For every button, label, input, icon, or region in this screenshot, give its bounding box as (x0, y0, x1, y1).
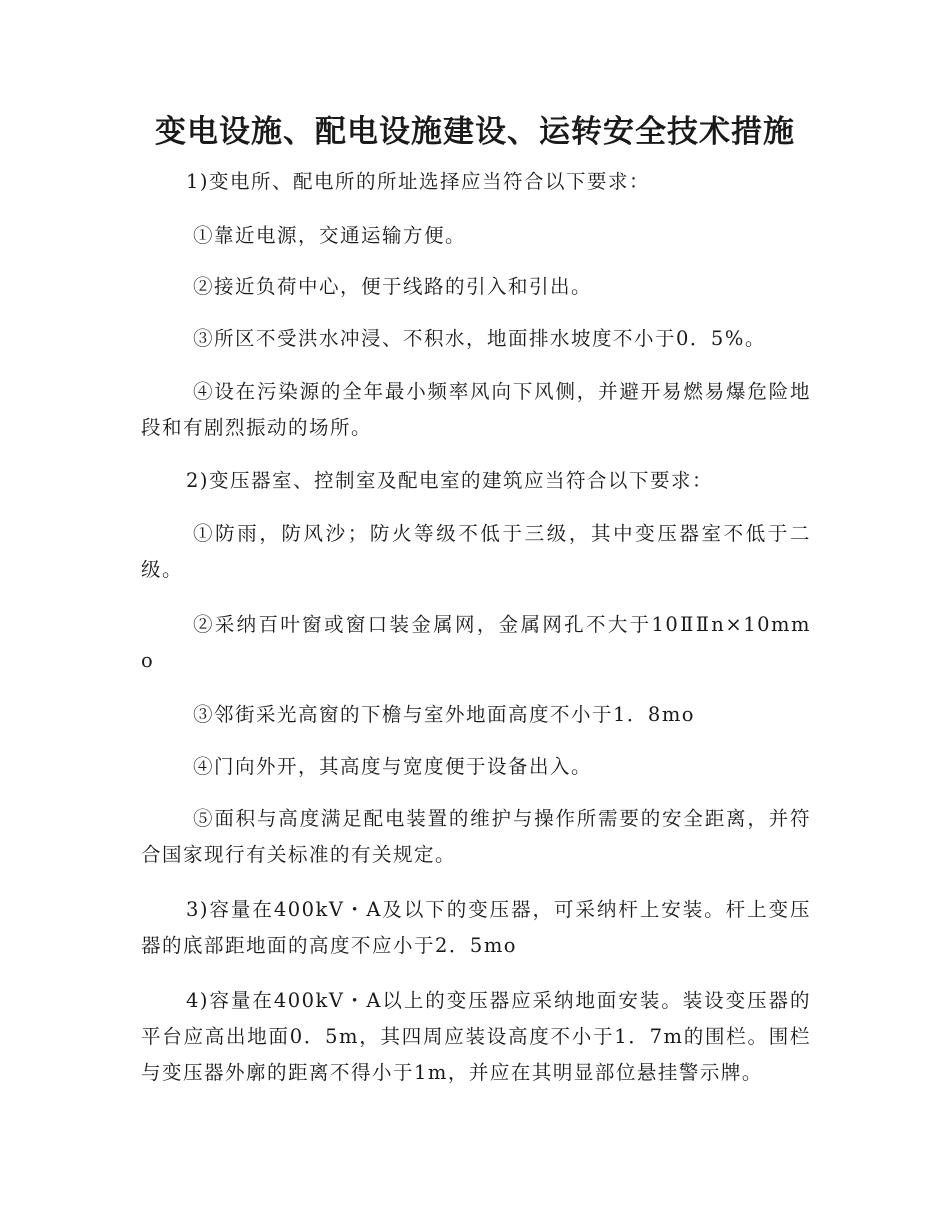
paragraph-2-item-2: ②采纳百叶窗或窗口装金属网，金属网孔不大于10ⅡⅡn×10mm o (141, 613, 811, 672)
paragraph-2-item-4: ④门向外开，其高度与宽度便于设备出入。 (193, 755, 593, 778)
paragraph-1-item-3: ③所区不受洪水冲浸、不积水，地面排水坡度不小于0．5%。 (193, 327, 766, 350)
paragraph-2: 2)变压器室、控制室及配电室的建筑应当符合以下要求： (186, 469, 714, 492)
document-title: 变电设施、配电设施建设、运转安全技术措施 (155, 114, 795, 150)
paragraph-4: 4)容量在400kV・A以上的变压器应采纳地面安装。装设变压器的平台应高出地面0．5m，其四周应装设高度不小于1．7m的围栏。围栏与变压器外廓的距离不得小于1m，并应在其明显部位悬挂警示牌。 (141, 989, 811, 1084)
paragraph-2-item-5: ⑤面积与高度满足配电装置的维护与操作所需要的安全距离，并符合国家现行有关标准的有关规定。 (141, 807, 811, 866)
paragraph-3: 3)容量在400kV・A及以下的变压器，可采纳杆上安装。杆上变压器的底部距地面的高度不应小于2．5mo (141, 898, 811, 957)
paragraph-2-item-1: ①防雨，防风沙；防火等级不低于三级，其中变压器室不低于二级。 (141, 522, 811, 581)
paragraph-1-item-4: ④设在污染源的全年最小频率风向下风侧，并避开易燃易爆危险地段和有剧烈振动的场所。 (141, 380, 811, 439)
paragraph-1: 1)变电所、配电所的所址选择应当符合以下要求： (186, 170, 651, 193)
paragraph-2-item-3: ③邻街采光高窗的下檐与室外地面高度不小于1．8mo (193, 703, 696, 726)
paragraph-1-item-1: ①靠近电源，交通运输方便。 (193, 224, 467, 247)
paragraph-1-item-2: ②接近负荷中心，便于线路的引入和引出。 (193, 275, 593, 298)
